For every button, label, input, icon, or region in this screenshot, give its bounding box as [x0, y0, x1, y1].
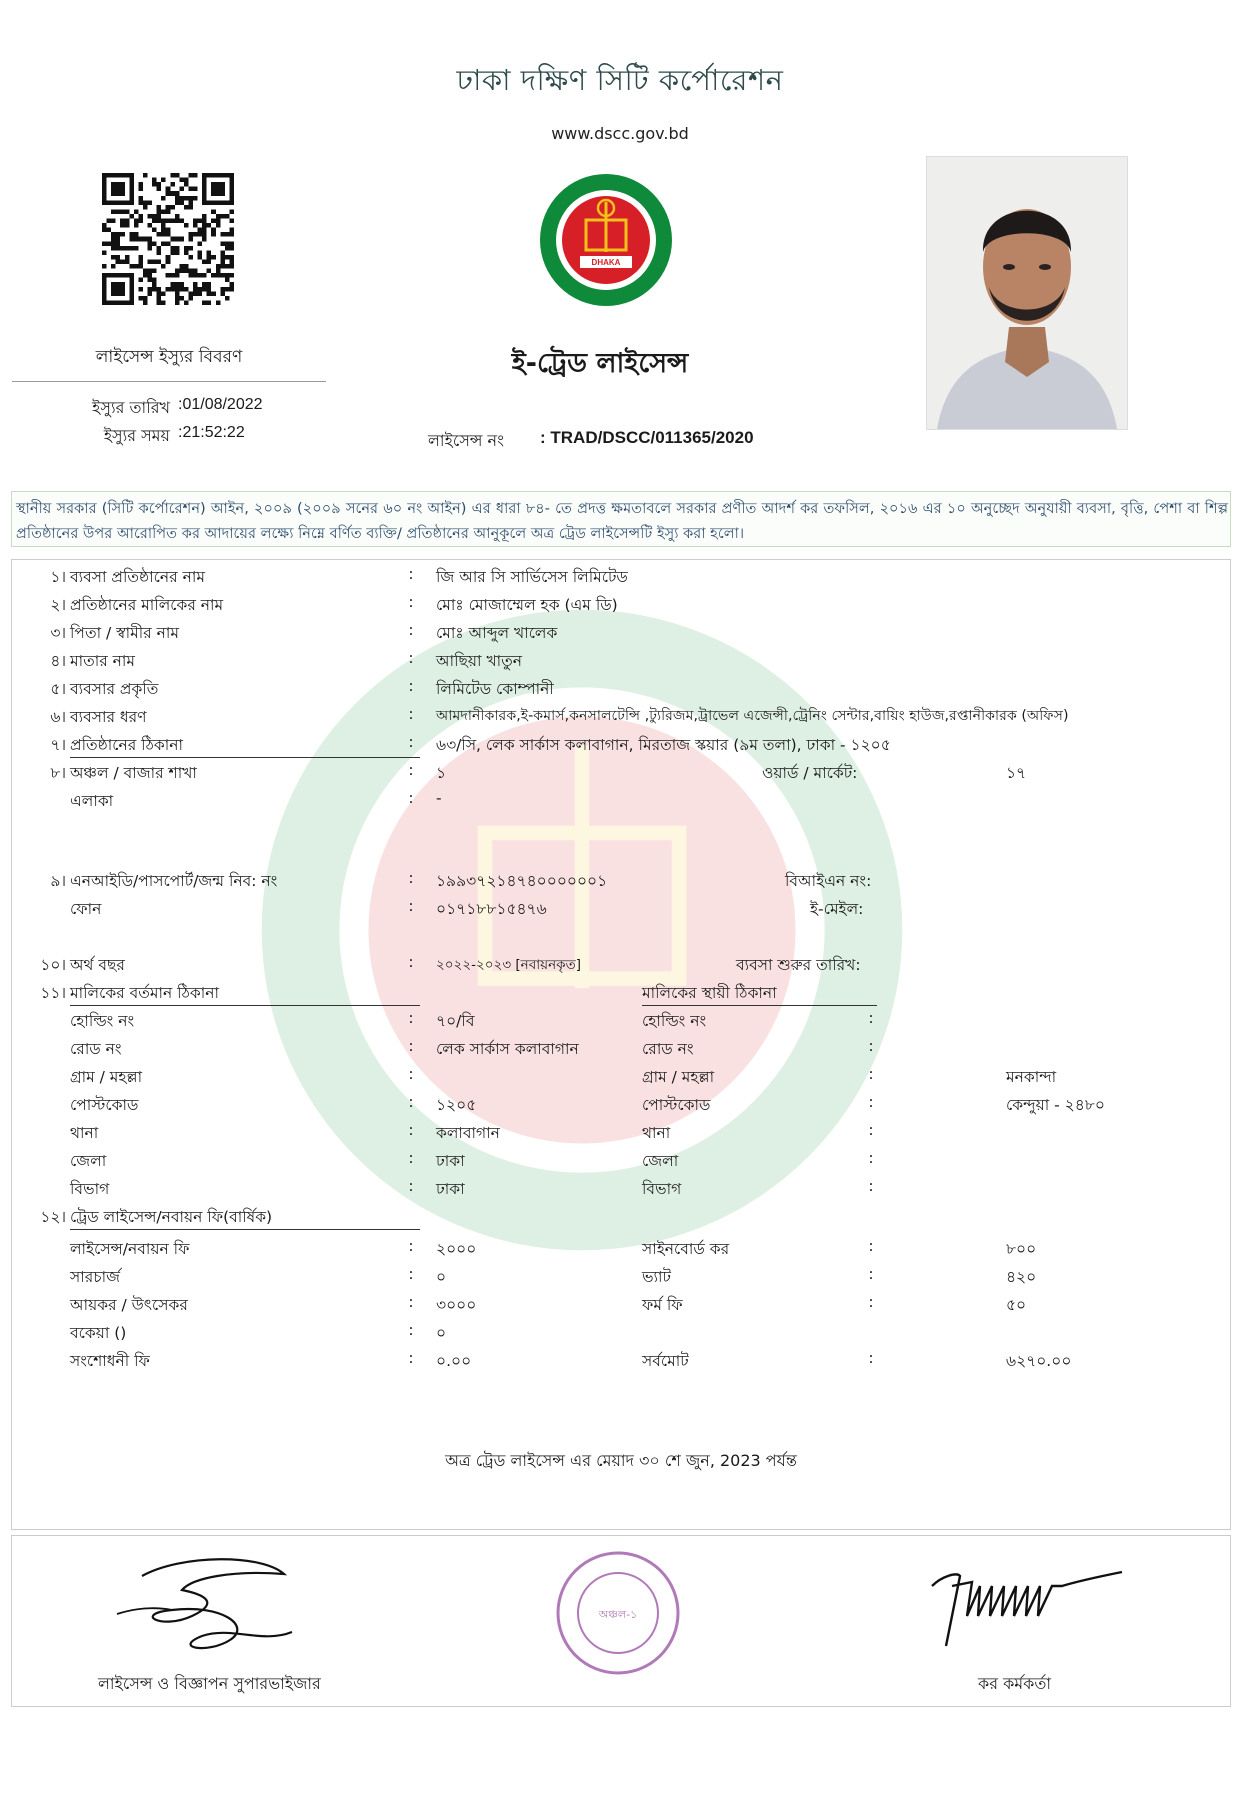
row-number: ১২।	[40, 1208, 66, 1226]
separator: :	[868, 1037, 874, 1055]
section-underline	[70, 1005, 420, 1006]
separator: :	[868, 1349, 874, 1367]
separator: :	[408, 593, 414, 611]
row-number: ৩।	[50, 624, 66, 642]
father-name-label: পিতা / স্বামীর নাম	[70, 624, 179, 642]
signature-box	[11, 1535, 1231, 1707]
issue-details-heading: লাইসেন্স ইস্যুর বিবরণ	[95, 347, 243, 367]
separator: :	[408, 1037, 414, 1055]
present-address-field-value: ঢাকা	[436, 1152, 465, 1170]
tax-officer-signature	[912, 1546, 1142, 1666]
permanent-address-field-label: বিভাগ	[642, 1180, 682, 1198]
license-number-label: লাইসেন্স নং	[428, 431, 504, 450]
phone-label: ফোন	[70, 900, 102, 918]
separator: :	[408, 1009, 414, 1027]
present-address-field-value: ৭০/বি	[436, 1012, 475, 1030]
fee-value: ৮০০	[1006, 1240, 1037, 1258]
row-number: ১১।	[40, 984, 66, 1002]
separator: :	[868, 1237, 874, 1255]
fee-label: ফর্ম ফি	[642, 1296, 683, 1314]
qr-code	[97, 173, 239, 305]
separator: :	[408, 1065, 414, 1083]
separator: :	[408, 1121, 414, 1139]
separator: :	[868, 1065, 874, 1083]
license-number-value: : TRAD/DSCC/011365/2020	[540, 428, 754, 447]
separator: :	[868, 1121, 874, 1139]
nid-label: এনআইডি/পাসপোর্ট/জন্ম নিব: নং	[70, 872, 278, 890]
validity-statement: অত্র ট্রেড লাইসেন্স এর মেয়াদ ৩০ শে জুন, 2023 পর্যন্ত	[445, 1451, 797, 1470]
permanent-address-field-label: রোড নং	[642, 1040, 694, 1058]
separator: :	[408, 1265, 414, 1283]
document-title: ই-ট্রেড লাইসেন্স	[511, 348, 689, 379]
section-underline	[70, 757, 420, 758]
separator: :	[408, 1237, 414, 1255]
org-title: ঢাকা দক্ষিণ সিটি কর্পোরেশন	[456, 63, 784, 97]
fiscal-year-value: ২০২২-২০২৩ [নবায়নকৃত]	[436, 957, 581, 973]
holder-photo	[926, 156, 1128, 430]
business-type-value: আমদানীকারক,ই-কমার্স,কনসালটেন্সি ,ট্যুরিজম,ট্রাভেল এজেন্সী,ট্রেনিং সেন্টার,বায়িং হাউজ,রপ্তানীকারক (অফিস)	[436, 708, 1069, 724]
row-number: ৭।	[50, 736, 66, 754]
separator: :	[408, 705, 414, 723]
row-number: ৫।	[50, 680, 66, 698]
svg-text:অঞ্চল-১: অঞ্চল-১	[598, 1608, 638, 1621]
ward-value: ১৭	[1006, 764, 1027, 782]
section-underline	[642, 1005, 877, 1006]
preamble-text: স্থানীয় সরকার (সিটি কর্পোরেশন) আইন, ২০০৯ (২০০৯ সনের ৬০ নং আইন) এর ধারা ৮৪- তে প্রদত্ত ক্ষমতাবলে সরকার প্রণীত আদর্শ কর তফসিল, ২০১৬ এর ১০ অনুচ্ছেদ অনুযায়ী ব্যবসা, বৃত্তি, পেশা বা শিল্প প্রতিষ্ঠানের উপর আরোপিত কর আদায়ের লক্ষ্যে নিম্নে বর্ণিত ব্যক্তি/ প্রতিষ্ঠানের আনুকূলে অত্র ট্রেড লাইসেন্সটি ইস্যু করা হলো।	[16, 500, 1229, 542]
row-number: ৬।	[50, 708, 66, 726]
website-url: www.dscc.gov.bd	[551, 124, 689, 143]
fee-label: বকেয়া ()	[70, 1324, 127, 1342]
license-details-box	[11, 559, 1231, 1530]
separator: :	[868, 1149, 874, 1167]
separator: :	[408, 1321, 414, 1339]
permanent-address-field-label: হোল্ডিং নং	[642, 1012, 707, 1030]
present-address-field-label: থানা	[70, 1124, 99, 1142]
fee-value: ৫০	[1006, 1296, 1027, 1314]
fee-label: সারচার্জ	[70, 1268, 120, 1286]
business-name-label: ব্যবসা প্রতিষ্ঠানের নাম	[70, 568, 205, 586]
present-address-field-value: লেক সার্কাস কলাবাগান	[436, 1040, 579, 1058]
business-nature-label: ব্যবসার প্রকৃতি	[70, 680, 159, 698]
fee-label: আয়কর / উৎসেকর	[70, 1296, 188, 1314]
supervisor-signature-label: লাইসেন্স ও বিজ্ঞাপন সুপারভাইজার	[98, 1674, 321, 1693]
present-address-field-value: ঢাকা	[436, 1180, 465, 1198]
tax-officer-signature-label: কর কর্মকর্তা	[978, 1674, 1051, 1693]
bin-label: বিআইএন নং:	[785, 872, 872, 890]
separator: :	[868, 1293, 874, 1311]
official-seal	[553, 1548, 683, 1678]
father-name-value: মোঃ আব্দুল খালেক	[436, 624, 558, 642]
business-start-date-label: ব্যবসা শুরুর তারিখ:	[736, 956, 861, 974]
fee-value: ২০০০	[436, 1240, 477, 1258]
separator: :	[408, 621, 414, 639]
present-address-heading: মালিকের বর্তমান ঠিকানা	[70, 984, 219, 1002]
fee-label: সংশোধনী ফি	[70, 1352, 150, 1370]
permanent-address-field-label: জেলা	[642, 1152, 679, 1170]
present-address-field-value: ১২০৫	[436, 1096, 477, 1114]
permanent-address-field-label: গ্রাম / মহল্লা	[642, 1068, 715, 1086]
separator: :	[868, 1177, 874, 1195]
separator: :	[408, 677, 414, 695]
fee-label: সর্বমোট	[642, 1352, 689, 1370]
separator: :	[408, 897, 414, 915]
issue-date-value: :01/08/2022	[178, 396, 263, 413]
permanent-address-heading: মালিকের স্থায়ী ঠিকানা	[642, 984, 777, 1002]
permanent-address-field-label: থানা	[642, 1124, 671, 1142]
supervisor-signature	[112, 1544, 312, 1664]
issue-heading-divider	[12, 381, 326, 382]
mother-name-label: মাতার নাম	[70, 652, 136, 670]
separator: :	[408, 1293, 414, 1311]
email-label: ই-মেইল:	[810, 900, 864, 918]
row-number: ৮।	[50, 764, 66, 782]
mother-name-value: আছিয়া খাতুন	[436, 652, 523, 670]
separator: :	[408, 789, 414, 807]
permanent-address-field-value: মনকান্দা	[1006, 1068, 1057, 1086]
fee-value: ০	[436, 1324, 447, 1342]
separator: :	[408, 649, 414, 667]
preamble-box	[11, 491, 1231, 547]
present-address-field-value: কলাবাগান	[436, 1124, 500, 1142]
present-address-field-label: জেলা	[70, 1152, 107, 1170]
permanent-address-field-label: পোস্টকোড	[642, 1096, 711, 1114]
fee-value: ০.০০	[436, 1352, 472, 1370]
present-address-field-label: বিভাগ	[70, 1180, 110, 1198]
fee-value: ৪২০	[1006, 1268, 1037, 1286]
business-address-value: ৬৩/সি, লেক সার্কাস কলাবাগান, মিরতাজ স্কয়ার (৯ম তলা), ঢাকা - ১২০৫	[436, 736, 891, 754]
separator: :	[868, 1093, 874, 1111]
phone-value: ০১৭১৮৮১৫৪৭৬	[436, 900, 547, 918]
dscc-emblem-logo	[538, 172, 674, 308]
present-address-field-label: হোল্ডিং নং	[70, 1012, 135, 1030]
separator: :	[868, 1009, 874, 1027]
separator: :	[408, 953, 414, 971]
row-number: ১।	[50, 568, 66, 586]
section-underline	[70, 1229, 420, 1230]
present-address-field-label: পোস্টকোড	[70, 1096, 139, 1114]
row-number: ৯।	[50, 872, 66, 890]
owner-name-label: প্রতিষ্ঠানের মালিকের নাম	[70, 596, 224, 614]
fee-label: ভ্যাট	[642, 1268, 671, 1286]
separator: :	[408, 1177, 414, 1195]
present-address-field-label: গ্রাম / মহল্লা	[70, 1068, 143, 1086]
business-nature-value: লিমিটেড কোম্পানী	[436, 680, 554, 698]
present-address-field-label: রোড নং	[70, 1040, 122, 1058]
ward-label: ওয়ার্ড / মার্কেট:	[762, 764, 858, 782]
separator: :	[408, 1149, 414, 1167]
issue-time-value: :21:52:22	[178, 424, 245, 441]
fee-value: ০	[436, 1268, 447, 1286]
zone-value: ১	[436, 764, 447, 782]
separator: :	[408, 869, 414, 887]
emblem-watermark	[252, 600, 912, 1260]
separator: :	[408, 733, 414, 751]
separator: :	[408, 1349, 414, 1367]
row-number: ১০।	[40, 956, 66, 974]
separator: :	[408, 565, 414, 583]
owner-name-value: মোঃ মোজাম্মেল হক (এম ডি)	[436, 596, 618, 614]
issue-time-label: ইস্যুর সময়	[103, 426, 170, 445]
separator: :	[408, 1093, 414, 1111]
separator: :	[408, 761, 414, 779]
fee-label: সাইনবোর্ড কর	[642, 1240, 730, 1258]
business-type-label: ব্যবসার ধরণ	[70, 708, 147, 726]
area-value: -	[436, 789, 442, 807]
fiscal-year-label: অর্থ বছর	[70, 956, 125, 974]
nid-value: ১৯৯৩৭২১৪৭৪০০০০০০১	[436, 872, 608, 890]
fee-section-heading: ট্রেড লাইসেন্স/নবায়ন ফি(বার্ষিক)	[70, 1208, 273, 1226]
area-label: এলাকা	[70, 792, 114, 810]
fee-label: লাইসেন্স/নবায়ন ফি	[70, 1240, 190, 1258]
row-number: ৪।	[50, 652, 66, 670]
row-number: ২।	[50, 596, 66, 614]
fee-value: ৬২৭০.০০	[1006, 1352, 1072, 1370]
permanent-address-field-value: কেন্দুয়া - ২৪৮০	[1006, 1096, 1105, 1114]
zone-label: অঞ্চল / বাজার শাখা	[70, 764, 197, 782]
business-address-label: প্রতিষ্ঠানের ঠিকানা	[70, 736, 183, 754]
separator: :	[868, 1265, 874, 1283]
business-name-value: জি আর সি সার্ভিসেস লিমিটেড	[436, 568, 628, 586]
issue-date-label: ইস্যুর তারিখ	[92, 398, 170, 417]
svg-text:DHAKA: DHAKA	[591, 258, 621, 267]
fee-value: ৩০০০	[436, 1296, 477, 1314]
